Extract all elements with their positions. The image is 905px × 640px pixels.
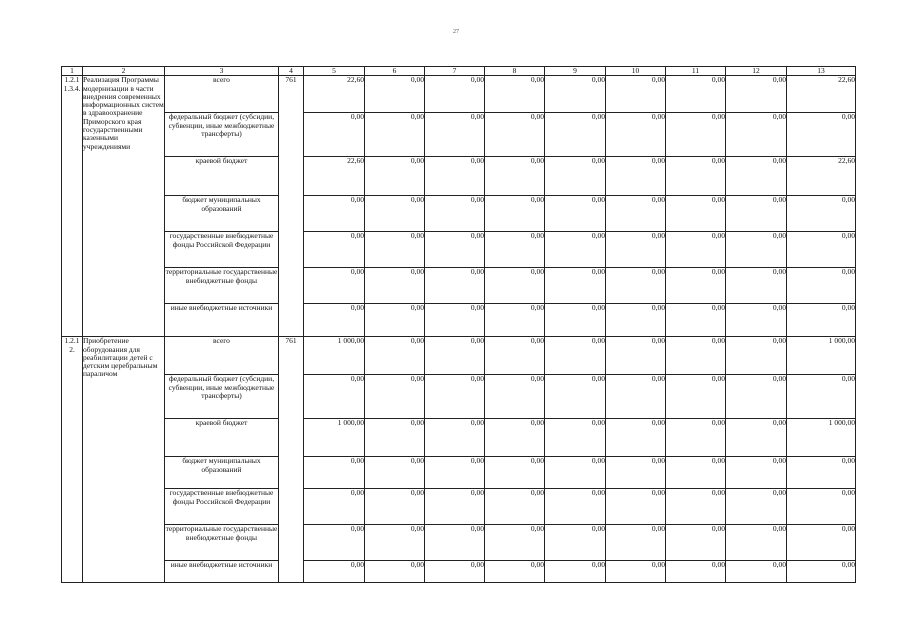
amount-cell: 0,00	[545, 337, 606, 375]
amount-cell: 22,60	[787, 76, 856, 113]
amount-cell: 0,00	[365, 525, 425, 561]
amount-cell: 0,00	[666, 419, 726, 457]
amount-cell: 0,00	[304, 375, 365, 419]
amount-cell: 0,00	[666, 268, 726, 304]
funding-source: государственные внебюджетные фонды Российской Федерации	[165, 489, 279, 525]
amount-cell: 0,00	[606, 561, 666, 583]
amount-cell: 0,00	[485, 337, 545, 375]
amount-cell: 0,00	[365, 561, 425, 583]
column-header: 10	[606, 67, 666, 76]
row-code: 1.2.1 1.3.4.	[62, 76, 83, 337]
funding-source: иные внебюджетные источники	[165, 561, 279, 583]
amount-cell: 0,00	[485, 525, 545, 561]
funding-source: всего	[165, 76, 279, 113]
amount-cell: 0,00	[365, 419, 425, 457]
column-header: 8	[485, 67, 545, 76]
column-header: 4	[279, 67, 304, 76]
amount-cell: 0,00	[606, 196, 666, 232]
amount-cell: 0,00	[365, 375, 425, 419]
funding-source: краевой бюджет	[165, 419, 279, 457]
amount-cell: 22,60	[304, 157, 365, 196]
amount-cell: 0,00	[726, 375, 787, 419]
column-header: 9	[545, 67, 606, 76]
column-header: 5	[304, 67, 365, 76]
amount-cell: 0,00	[666, 232, 726, 268]
amount-cell: 0,00	[425, 375, 485, 419]
column-header: 11	[666, 67, 726, 76]
amount-cell: 0,00	[787, 268, 856, 304]
table-row	[62, 304, 856, 337]
amount-cell: 0,00	[545, 304, 606, 337]
amount-cell: 0,00	[787, 113, 856, 157]
amount-cell: 0,00	[425, 457, 485, 489]
amount-cell: 22,60	[304, 76, 365, 113]
amount-cell: 0,00	[606, 489, 666, 525]
amount-cell: 0,00	[304, 561, 365, 583]
amount-cell: 0,00	[304, 525, 365, 561]
amount-cell: 0,00	[726, 196, 787, 232]
table-row	[62, 196, 856, 232]
amount-cell: 0,00	[304, 232, 365, 268]
row-code: 1.2.1 2.	[62, 337, 83, 583]
amount-cell: 0,00	[485, 375, 545, 419]
amount-cell: 0,00	[485, 268, 545, 304]
amount-cell: 0,00	[726, 232, 787, 268]
amount-cell: 0,00	[485, 196, 545, 232]
amount-cell: 0,00	[606, 525, 666, 561]
amount-cell: 0,00	[425, 337, 485, 375]
amount-cell: 0,00	[787, 304, 856, 337]
amount-cell: 0,00	[365, 268, 425, 304]
funding-source: федеральный бюджет (субсидии, субвенции, иные межбюджетные трансферты)	[165, 113, 279, 157]
funding-source: федеральный бюджет (субсидии, субвенции, иные межбюджетные трансферты)	[165, 375, 279, 419]
amount-cell: 1 000,00	[304, 337, 365, 375]
amount-cell: 0,00	[726, 337, 787, 375]
amount-cell: 0,00	[485, 457, 545, 489]
amount-cell: 0,00	[425, 268, 485, 304]
activity-name: Приобретение оборудования для реабилитации детей с детским церебральным параличом	[83, 337, 165, 583]
amount-cell: 1 000,00	[304, 419, 365, 457]
amount-cell: 1 000,00	[787, 337, 856, 375]
table-row	[62, 268, 856, 304]
amount-cell: 0,00	[304, 304, 365, 337]
amount-cell: 0,00	[666, 337, 726, 375]
table-row	[62, 76, 856, 113]
amount-cell: 22,60	[787, 157, 856, 196]
amount-cell: 0,00	[425, 232, 485, 268]
amount-cell: 0,00	[304, 196, 365, 232]
amount-cell: 0,00	[545, 419, 606, 457]
table-row	[62, 337, 856, 375]
amount-cell: 0,00	[726, 304, 787, 337]
amount-cell: 0,00	[485, 232, 545, 268]
amount-cell: 0,00	[606, 304, 666, 337]
amount-cell: 0,00	[726, 268, 787, 304]
amount-cell: 0,00	[545, 268, 606, 304]
column-header: 1	[62, 67, 83, 76]
amount-cell: 0,00	[425, 157, 485, 196]
funding-source: всего	[165, 337, 279, 375]
amount-cell: 0,00	[726, 457, 787, 489]
amount-cell: 0,00	[545, 525, 606, 561]
amount-cell: 0,00	[606, 113, 666, 157]
header-row	[62, 67, 856, 76]
org-code: 761	[279, 76, 304, 337]
funding-source: государственные внебюджетные фонды Российской Федерации	[165, 232, 279, 268]
amount-cell: 0,00	[545, 157, 606, 196]
amount-cell: 0,00	[485, 113, 545, 157]
amount-cell: 0,00	[545, 375, 606, 419]
table-row	[62, 457, 856, 489]
org-code: 761	[279, 337, 304, 583]
amount-cell: 0,00	[666, 196, 726, 232]
funding-source: территориальные государственные внебюджетные фонды	[165, 268, 279, 304]
amount-cell: 0,00	[545, 232, 606, 268]
amount-cell: 0,00	[425, 304, 485, 337]
amount-cell: 0,00	[485, 157, 545, 196]
funding-source: бюджет муниципальных образований	[165, 457, 279, 489]
table-row	[62, 525, 856, 561]
funding-source: территориальные государственные внебюджетные фонды	[165, 525, 279, 561]
amount-cell: 0,00	[787, 561, 856, 583]
amount-cell: 0,00	[485, 561, 545, 583]
amount-cell: 0,00	[666, 525, 726, 561]
amount-cell: 0,00	[726, 525, 787, 561]
amount-cell: 0,00	[425, 489, 485, 525]
amount-cell: 0,00	[666, 375, 726, 419]
table-row	[62, 157, 856, 196]
amount-cell: 0,00	[365, 337, 425, 375]
amount-cell: 0,00	[365, 457, 425, 489]
amount-cell: 0,00	[545, 76, 606, 113]
amount-cell: 0,00	[425, 113, 485, 157]
funding-source: иные внебюджетные источники	[165, 304, 279, 337]
amount-cell: 0,00	[606, 268, 666, 304]
amount-cell: 0,00	[425, 76, 485, 113]
amount-cell: 0,00	[726, 489, 787, 525]
amount-cell: 0,00	[787, 489, 856, 525]
table-row	[62, 375, 856, 419]
amount-cell: 0,00	[726, 419, 787, 457]
amount-cell: 0,00	[606, 419, 666, 457]
amount-cell: 1 000,00	[787, 419, 856, 457]
column-header: 7	[425, 67, 485, 76]
amount-cell: 0,00	[666, 113, 726, 157]
column-header: 6	[365, 67, 425, 76]
amount-cell: 0,00	[606, 337, 666, 375]
amount-cell: 0,00	[545, 561, 606, 583]
amount-cell: 0,00	[787, 232, 856, 268]
amount-cell: 0,00	[545, 489, 606, 525]
amount-cell: 0,00	[726, 157, 787, 196]
amount-cell: 0,00	[365, 157, 425, 196]
amount-cell: 0,00	[365, 196, 425, 232]
amount-cell: 0,00	[365, 232, 425, 268]
amount-cell: 0,00	[666, 304, 726, 337]
amount-cell: 0,00	[666, 457, 726, 489]
column-header: 13	[787, 67, 856, 76]
table-row	[62, 113, 856, 157]
amount-cell: 0,00	[304, 113, 365, 157]
amount-cell: 0,00	[425, 419, 485, 457]
amount-cell: 0,00	[606, 232, 666, 268]
table-row	[62, 419, 856, 457]
amount-cell: 0,00	[365, 489, 425, 525]
amount-cell: 0,00	[666, 489, 726, 525]
column-header: 12	[726, 67, 787, 76]
amount-cell: 0,00	[545, 457, 606, 489]
amount-cell: 0,00	[726, 113, 787, 157]
budget-table	[61, 66, 856, 583]
amount-cell: 0,00	[787, 196, 856, 232]
table-row	[62, 561, 856, 583]
amount-cell: 0,00	[304, 489, 365, 525]
amount-cell: 0,00	[485, 489, 545, 525]
amount-cell: 0,00	[787, 375, 856, 419]
funding-source: краевой бюджет	[165, 157, 279, 196]
amount-cell: 0,00	[606, 157, 666, 196]
amount-cell: 0,00	[726, 561, 787, 583]
amount-cell: 0,00	[485, 304, 545, 337]
column-header: 3	[165, 67, 279, 76]
amount-cell: 0,00	[365, 76, 425, 113]
amount-cell: 0,00	[787, 525, 856, 561]
amount-cell: 0,00	[425, 561, 485, 583]
column-header: 2	[83, 67, 165, 76]
amount-cell: 0,00	[425, 525, 485, 561]
page-number: 27	[453, 29, 459, 35]
funding-source: бюджет муниципальных образований	[165, 196, 279, 232]
amount-cell: 0,00	[425, 196, 485, 232]
amount-cell: 0,00	[365, 113, 425, 157]
amount-cell: 0,00	[606, 76, 666, 113]
amount-cell: 0,00	[666, 561, 726, 583]
amount-cell: 0,00	[365, 304, 425, 337]
amount-cell: 0,00	[666, 76, 726, 113]
amount-cell: 0,00	[545, 196, 606, 232]
activity-name: Реализация Программы модернизации в части внедрения современных информационных систем в здравоохранение Приморского края государственными казенными учреждениями	[83, 76, 165, 337]
amount-cell: 0,00	[485, 76, 545, 113]
amount-cell: 0,00	[304, 268, 365, 304]
amount-cell: 0,00	[545, 113, 606, 157]
table-row	[62, 232, 856, 268]
amount-cell: 0,00	[726, 76, 787, 113]
amount-cell: 0,00	[666, 157, 726, 196]
amount-cell: 0,00	[485, 419, 545, 457]
amount-cell: 0,00	[304, 457, 365, 489]
amount-cell: 0,00	[606, 375, 666, 419]
table-row	[62, 489, 856, 525]
amount-cell: 0,00	[606, 457, 666, 489]
amount-cell: 0,00	[787, 457, 856, 489]
